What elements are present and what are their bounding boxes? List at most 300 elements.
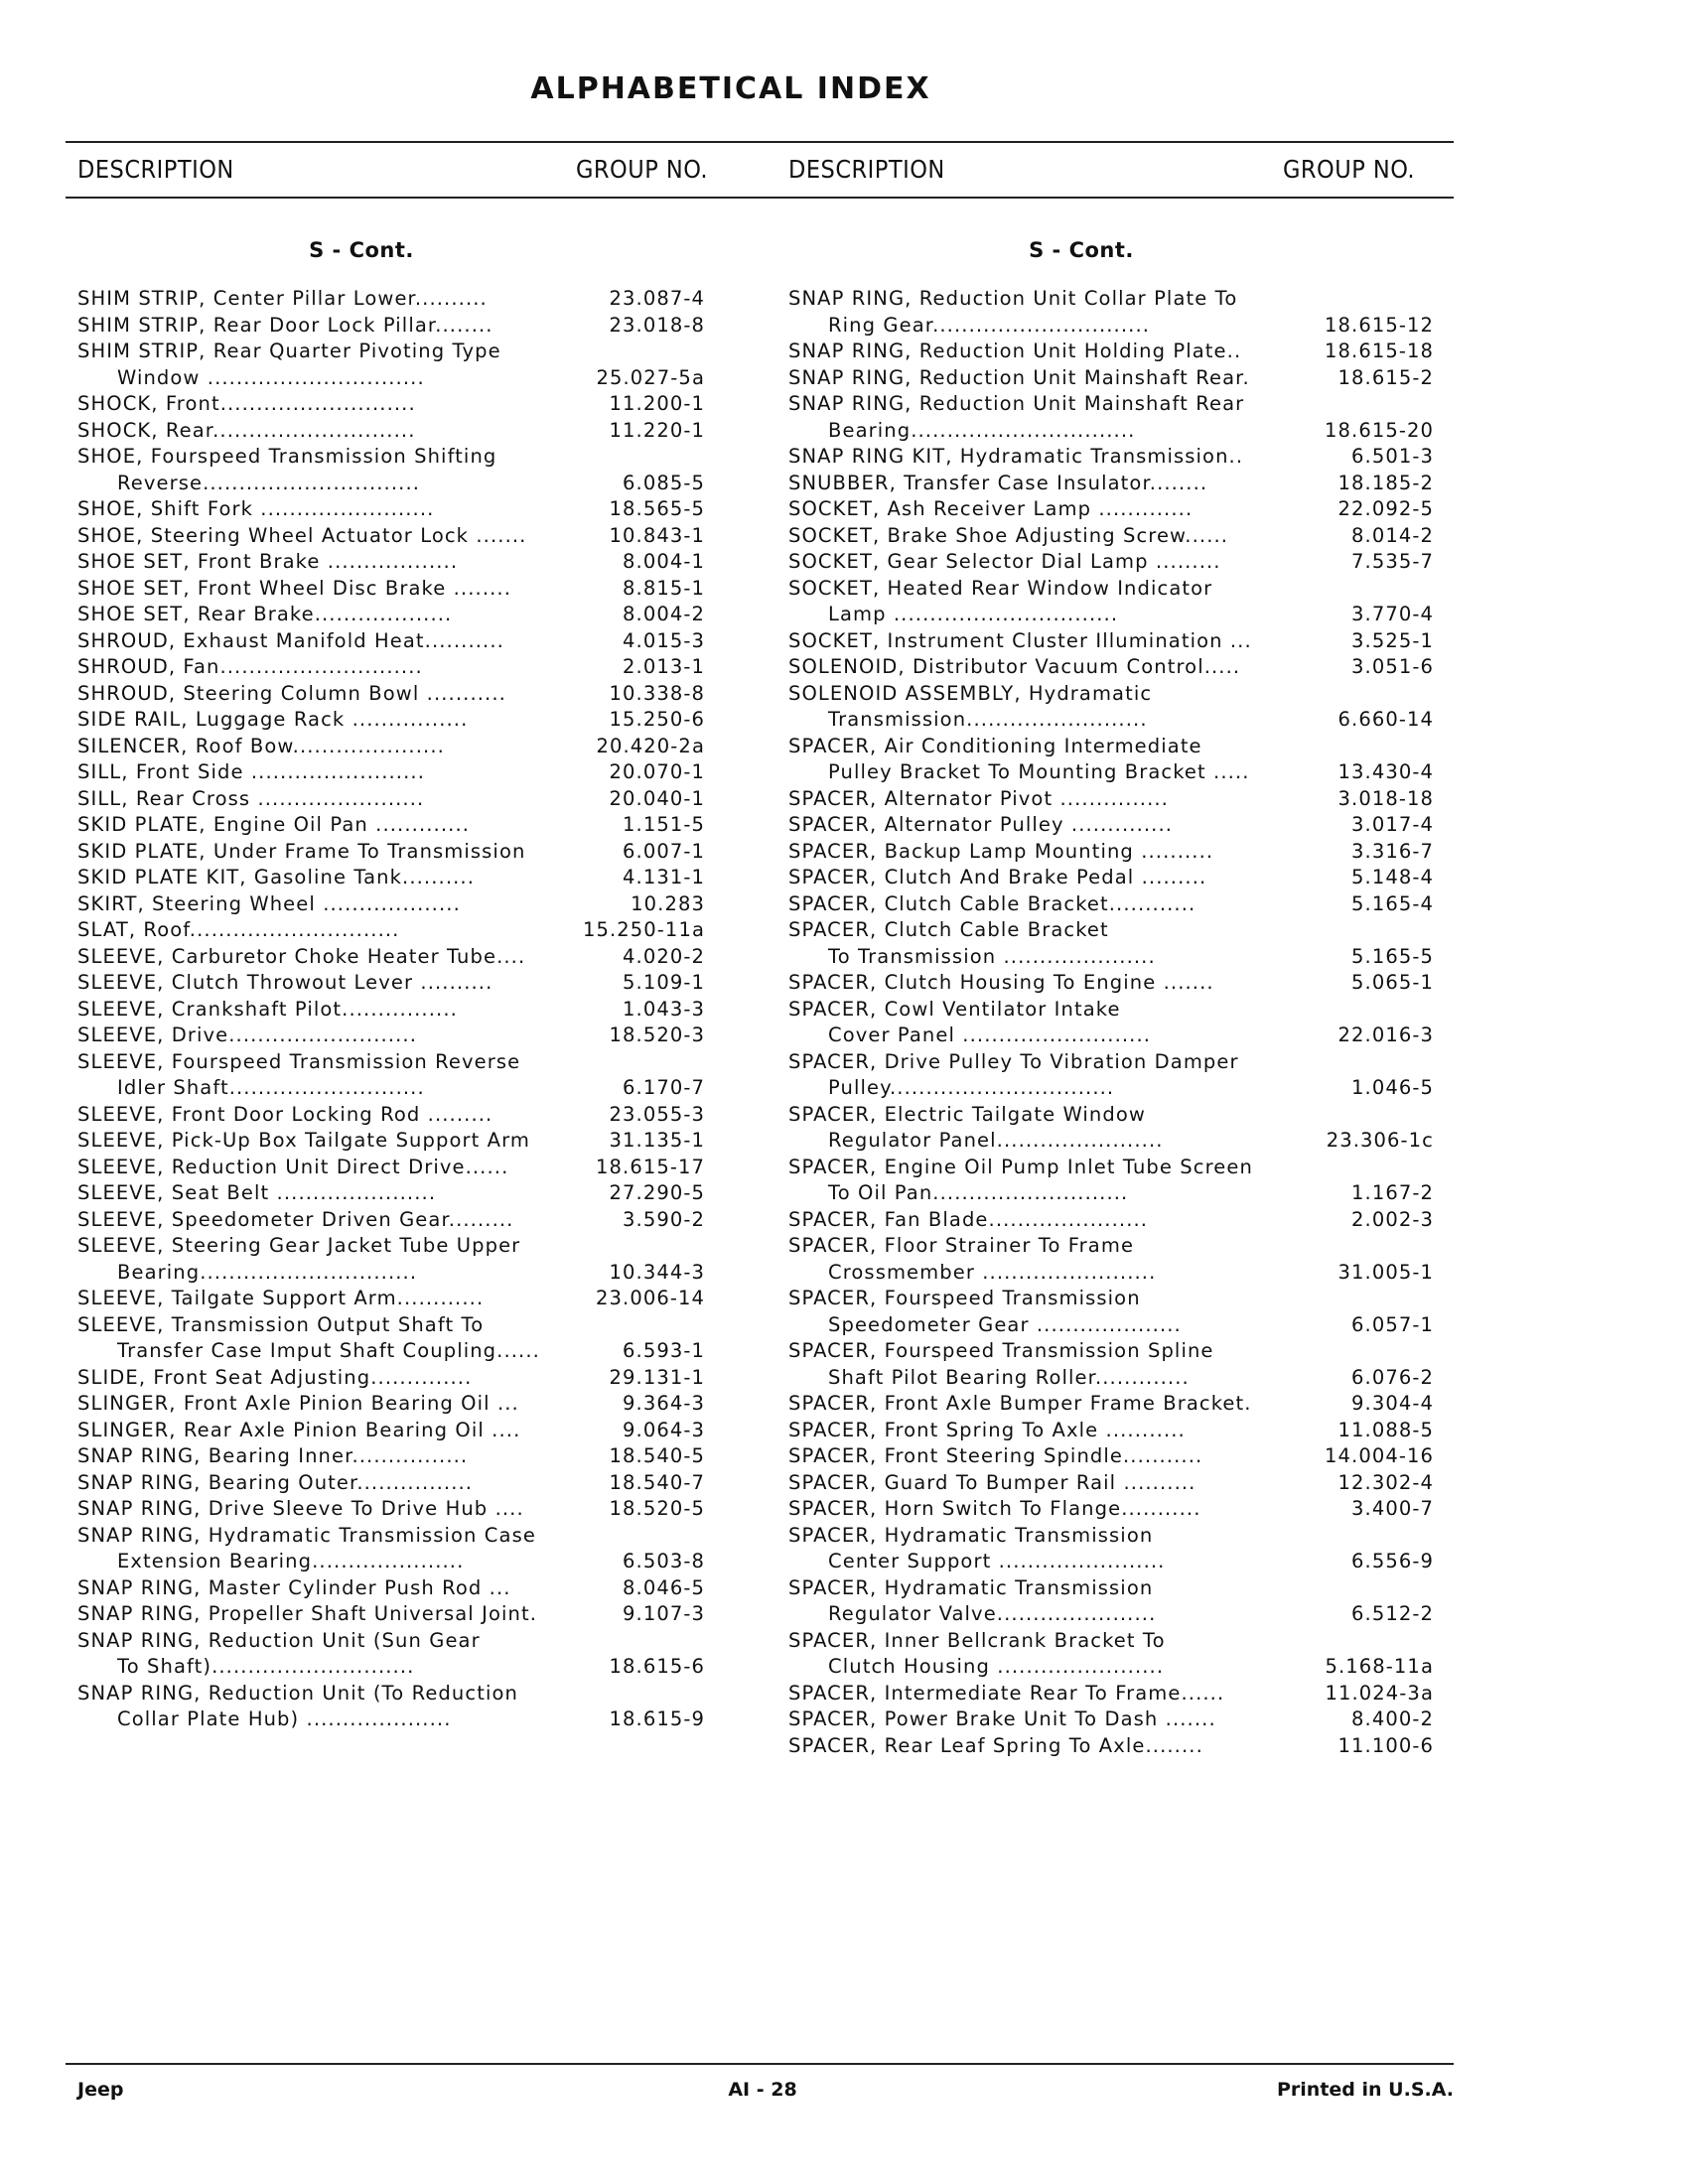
index-entry [77,1549,705,1575]
entry-description: SHOE SET, Rear Brake................... [77,603,453,625]
index-entry [788,1365,1434,1392]
entry-group-number: 18.615-9 [609,1707,705,1730]
index-entry [788,1075,1434,1102]
index-entry [788,1023,1434,1049]
entry-description: To Oil Pan........................... [828,1181,1129,1204]
index-entry [788,1338,1434,1365]
entry-group-number: 23.087-4 [609,287,705,310]
entry-description: SLEEVE, Fourspeed Transmission Reverse [77,1049,521,1073]
section-heading-right: S - Cont. [1029,238,1134,262]
entry-description: SNAP RING, Bearing Outer................ [77,1470,474,1494]
index-entry [77,391,705,418]
index-entry [788,1286,1434,1312]
entry-description: Cover Panel .......................... [828,1024,1152,1046]
entry-description: SOCKET, Gear Selector Dial Lamp ......... [788,550,1221,573]
index-entry [788,944,1434,971]
entry-group-number: 8.815-1 [623,576,705,600]
entry-description: Ring Gear.............................. [828,313,1151,337]
entry-description: Idler Shaft........................... [117,1076,425,1099]
right-index-column [788,230,1434,1759]
entry-description: SPACER, Electric Tailgate Window [788,1102,1146,1126]
entry-group-number: 25.027-5a [596,365,705,389]
index-entry [788,549,1434,576]
entry-description: SNAP RING, Propeller Shaft Universal Joint. [77,1602,537,1625]
entry-group-number: 5.165-5 [1351,944,1434,968]
entry-description: SNAP RING, Reduction Unit Holding Plate.. [788,340,1242,362]
page-number: AI - 28 [728,2079,797,2101]
entry-group-number: 2.013-1 [623,655,705,678]
entry-description: SLEEVE, Crankshaft Pilot................ [77,997,458,1021]
entry-group-number: 18.615-17 [596,1155,705,1178]
entry-group-number: 20.040-1 [609,786,705,810]
entry-description: SOLENOID ASSEMBLY, Hydramatic [788,681,1153,705]
entry-description: SLAT, Roof............................. [77,918,400,941]
index-entry [788,734,1434,760]
index-entry [788,839,1434,866]
entry-group-number: 5.109-1 [623,971,705,994]
entry-description: SPACER, Front Axle Bumper Frame Bracket. [788,1392,1252,1415]
entry-description: Transmission......................... [828,708,1148,731]
entry-description: Clutch Housing ....................... [828,1655,1165,1678]
entry-description: SNAP RING, Bearing Inner................ [77,1444,469,1467]
footer-brand: Jeep [77,2079,124,2101]
index-entry [788,917,1434,944]
index-entry [77,1391,705,1418]
entry-description: Transfer Case Imput Shaft Coupling...... [117,1339,540,1362]
entry-group-number: 11.100-6 [1337,1733,1434,1757]
entry-group-number: 1.043-3 [623,997,705,1021]
entry-description: SILL, Front Side ........................ [77,760,426,783]
entry-group-number: 6.593-1 [623,1339,705,1362]
index-entry [788,1391,1434,1418]
entry-group-number: 2.002-3 [1351,1207,1434,1231]
index-entry [77,970,705,997]
entry-description: SLEEVE, Reduction Unit Direct Drive...... [77,1155,509,1178]
index-entry [77,654,705,681]
entry-description: SPACER, Drive Pulley To Vibration Damper [788,1049,1239,1073]
entry-group-number: 3.316-7 [1351,839,1434,863]
entry-description: SPACER, Engine Oil Pump Inlet Tube Screen [788,1155,1253,1178]
index-entry [77,496,705,523]
entry-description: SKID PLATE, Under Frame To Transmission [77,839,526,863]
entry-group-number: 7.535-7 [1351,550,1434,573]
entry-group-number: 3.525-1 [1351,628,1434,652]
entry-description: SPACER, Air Conditioning Intermediate [788,734,1202,757]
entry-group-number: 4.131-1 [623,866,705,888]
entry-group-number: 1.167-2 [1351,1181,1434,1204]
entry-description: SNAP RING, Reduction Unit Mainshaft Rear. [788,365,1250,389]
entry-description: SHIM STRIP, Rear Door Lock Pillar........ [77,313,493,337]
entry-description: SNUBBER, Transfer Case Insulator........ [788,471,1208,494]
entry-description: SHROUD, Fan............................ [77,655,423,678]
entry-group-number: 9.107-3 [623,1602,705,1625]
header-top-rule [66,141,1454,143]
entry-description: SIDE RAIL, Luggage Rack ................ [77,708,469,731]
entry-description: SNAP RING, Drive Sleeve To Drive Hub .... [77,1497,524,1520]
index-entry [788,1496,1434,1523]
entry-description: SLEEVE, Pick-Up Box Tailgate Support Arm [77,1129,530,1152]
entry-description: SHOCK, Rear............................ [77,418,416,442]
entry-description: Bearing............................... [828,418,1136,442]
entry-description: SPACER, Inner Bellcrank Bracket To [788,1628,1166,1652]
entry-group-number: 11.200-1 [609,392,705,415]
entry-group-number: 6.085-5 [623,471,705,494]
entry-group-number: 1.151-5 [623,813,705,836]
entry-description: SHOE, Fourspeed Transmission Shifting [77,445,497,468]
entry-group-number: 27.290-5 [609,1181,705,1204]
index-entry [788,602,1434,628]
group-header-right: GROUP NO. [1283,155,1416,184]
index-entry [788,496,1434,523]
entry-group-number: 1.046-5 [1351,1076,1434,1099]
footer-rule [66,2063,1454,2065]
index-entry [788,1128,1434,1155]
entry-description: Collar Plate Hub) .................... [117,1707,452,1730]
entry-description: SPACER, Floor Strainer To Frame [788,1234,1135,1257]
index-entry [77,471,705,497]
entry-description: SLIDE, Front Seat Adjusting.............. [77,1365,473,1389]
entry-description: SHOE, Steering Wheel Actuator Lock ....... [77,523,527,547]
entry-group-number: 20.070-1 [609,760,705,783]
entry-group-number: 15.250-6 [609,708,705,731]
index-entry [77,1496,705,1523]
index-entry [77,681,705,708]
entry-group-number: 18.615-2 [1337,365,1434,389]
entry-group-number: 13.430-4 [1337,760,1434,783]
index-entry [77,917,705,944]
index-entry [788,997,1434,1024]
index-entry [788,1628,1434,1655]
entry-group-number: 5.065-1 [1351,971,1434,994]
description-header-left: DESCRIPTION [77,155,234,184]
entry-description: Reverse.............................. [117,471,421,494]
entry-group-number: 11.024-3a [1325,1681,1434,1705]
entry-description: SPACER, Alternator Pulley .............. [788,813,1174,836]
entry-description: SHOE SET, Front Brake .................. [77,550,459,573]
entry-description: SPACER, Guard To Bumper Rail .......... [788,1470,1196,1494]
entry-description: SPACER, Clutch Cable Bracket............ [788,891,1196,915]
entry-group-number: 11.088-5 [1337,1418,1434,1441]
index-entry [788,707,1434,734]
entry-description: SHIM STRIP, Rear Quarter Pivoting Type [77,340,501,362]
entry-group-number: 18.520-5 [609,1497,705,1520]
entry-description: SNAP RING, Hydramatic Transmission Case [77,1523,536,1547]
entry-description: SLEEVE, Clutch Throwout Lever .......... [77,971,493,994]
entry-description: SKID PLATE KIT, Gasoline Tank.......... [77,866,476,888]
entry-description: SPACER, Hydramatic Transmission [788,1575,1154,1599]
left-index-column [77,230,705,1733]
entry-description: SPACER, Front Spring To Axle ........... [788,1418,1186,1441]
entry-group-number: 10.344-3 [609,1260,705,1284]
index-entry [788,1470,1434,1497]
index-entry [77,444,705,471]
index-entry [77,1049,705,1076]
index-entry [788,1549,1434,1575]
section-heading-left: S - Cont. [309,238,414,262]
index-entry [77,313,705,340]
entry-description: Crossmember ........................ [828,1260,1157,1284]
entry-group-number: 14.004-16 [1325,1444,1434,1467]
index-entry [788,523,1434,550]
entry-description: Pulley Bracket To Mounting Bracket ..... [828,760,1250,783]
entry-description: Window .............................. [117,365,425,389]
entry-description: SPACER, Alternator Pivot ............... [788,786,1169,810]
index-entry [788,1233,1434,1260]
index-entry [788,812,1434,839]
entry-description: SPACER, Horn Switch To Flange........... [788,1497,1201,1520]
entry-group-number: 8.014-2 [1351,523,1434,547]
index-entry [77,549,705,576]
entry-description: SPACER, Fourspeed Transmission [788,1287,1141,1309]
entry-group-number: 12.302-4 [1337,1470,1434,1494]
entry-description: Lamp ............................... [828,603,1119,625]
entry-group-number: 18.615-12 [1325,313,1434,337]
entry-group-number: 3.400-7 [1351,1497,1434,1520]
index-entry [788,1418,1434,1444]
index-entry [77,418,705,445]
index-entry [77,1023,705,1049]
index-entry [77,523,705,550]
index-entry [77,1470,705,1497]
index-entry [77,1706,705,1733]
index-entry [788,1601,1434,1628]
entry-description: SPACER, Front Steering Spindle........... [788,1444,1203,1467]
entry-description: SLEEVE, Front Door Locking Rod ......... [77,1102,493,1126]
entry-description: SLEEVE, Drive.......................... [77,1024,417,1046]
entry-description: SLEEVE, Transmission Output Shaft To [77,1312,485,1336]
index-entry [77,1207,705,1234]
index-entry [788,1706,1434,1733]
entry-description: SOLENOID, Distributor Vacuum Control..... [788,655,1241,678]
entry-description: Shaft Pilot Bearing Roller............. [828,1365,1190,1389]
entry-description: SKID PLATE, Engine Oil Pan ............. [77,813,471,836]
entry-description: SPACER, Fan Blade...................... [788,1207,1149,1231]
page-title: ALPHABETICAL INDEX [530,71,931,106]
entry-description: SLINGER, Front Axle Pinion Bearing Oil ... [77,1392,519,1415]
entry-group-number: 6.007-1 [623,839,705,863]
group-header-left: GROUP NO. [576,155,709,184]
index-entry [77,628,705,655]
entry-group-number: 9.064-3 [623,1418,705,1441]
entry-group-number: 18.540-5 [609,1444,705,1467]
entry-description: SHIM STRIP, Center Pillar Lower.......... [77,287,488,310]
entry-description: SOCKET, Brake Shoe Adjusting Screw...... [788,523,1229,547]
entry-description: SPACER, Rear Leaf Spring To Axle........ [788,1733,1203,1757]
index-entry [77,1233,705,1260]
entry-description: SPACER, Cowl Ventilator Intake [788,997,1121,1021]
index-entry [788,759,1434,786]
index-entry [788,628,1434,655]
entry-description: SOCKET, Instrument Cluster Illumination ... [788,628,1252,652]
entry-group-number: 6.057-1 [1351,1312,1434,1336]
index-entry [77,339,705,365]
entry-description: SPACER, Clutch Cable Bracket [788,918,1109,941]
entry-description: Regulator Panel....................... [828,1129,1164,1152]
entry-group-number: 6.503-8 [623,1550,705,1572]
entry-description: Speedometer Gear .................... [828,1312,1182,1336]
entry-group-number: 31.005-1 [1337,1260,1434,1284]
entry-description: SPACER, Hydramatic Transmission [788,1523,1154,1547]
entry-group-number: 3.051-6 [1351,655,1434,678]
footer-printed: Printed in U.S.A. [1277,2079,1454,2101]
entry-group-number: 18.185-2 [1337,471,1434,494]
index-entry [77,1681,705,1707]
index-entry [788,1260,1434,1287]
index-entry [77,1654,705,1681]
index-entry [77,602,705,628]
entry-description: SPACER, Backup Lamp Mounting .......... [788,839,1214,863]
entry-group-number: 23.306-1c [1326,1129,1434,1152]
entry-group-number: 8.004-2 [623,603,705,625]
entry-group-number: 23.018-8 [609,313,705,337]
entry-group-number: 5.168-11a [1325,1655,1434,1678]
entry-group-number: 18.615-6 [609,1655,705,1678]
index-entry [77,944,705,971]
entry-description: SPACER, Intermediate Rear To Frame...... [788,1681,1225,1705]
index-entry [77,1365,705,1392]
entry-description: SILENCER, Roof Bow..................... [77,734,445,757]
entry-description: To Transmission ..................... [828,944,1156,968]
entry-group-number: 9.364-3 [623,1392,705,1415]
index-entry [77,734,705,760]
entry-group-number: 4.020-2 [623,944,705,968]
index-entry [788,681,1434,708]
entry-description: Center Support ....................... [828,1550,1166,1572]
index-entry [788,891,1434,918]
entry-description: Pulley............................... [828,1076,1115,1099]
index-entry [77,1338,705,1365]
entry-description: SOCKET, Heated Rear Window Indicator [788,576,1213,600]
index-entry [788,786,1434,813]
index-entry [788,654,1434,681]
index-entry [77,1312,705,1339]
index-entry [788,1681,1434,1707]
index-entry [788,576,1434,603]
index-entry [77,1286,705,1312]
entry-description: SKIRT, Steering Wheel ................... [77,891,461,915]
entry-description: SNAP RING, Reduction Unit Collar Plate To [788,287,1238,310]
index-entry [788,1575,1434,1602]
index-entry [77,1601,705,1628]
index-entry [788,1180,1434,1207]
entry-description: SLEEVE, Carburetor Choke Heater Tube.... [77,944,526,968]
entry-group-number: 5.148-4 [1351,866,1434,888]
index-entry [788,865,1434,891]
entry-group-number: 6.170-7 [623,1076,705,1099]
index-entry [788,286,1434,313]
index-entry [788,444,1434,471]
index-entry [77,812,705,839]
entry-group-number: 23.055-3 [609,1102,705,1126]
entry-group-number: 3.017-4 [1351,813,1434,836]
index-entry [77,1128,705,1155]
index-entry [77,1575,705,1602]
index-entry [77,839,705,866]
entry-group-number: 11.220-1 [609,418,705,442]
entry-group-number: 18.615-18 [1325,340,1434,362]
entry-description: SPACER, Fourspeed Transmission Spline [788,1339,1214,1362]
entry-description: SILL, Rear Cross ....................... [77,786,425,810]
entry-group-number: 6.076-2 [1351,1365,1434,1389]
entry-group-number: 3.590-2 [623,1207,705,1231]
index-entry [77,1628,705,1655]
entry-description: Extension Bearing..................... [117,1550,465,1572]
index-entry [788,365,1434,392]
entry-description: SPACER, Clutch And Brake Pedal ......... [788,866,1207,888]
index-entry [788,1443,1434,1470]
index-entry [77,1155,705,1181]
entry-description: SLEEVE, Steering Gear Jacket Tube Upper [77,1234,521,1257]
description-header-right: DESCRIPTION [788,155,945,184]
index-entry [788,970,1434,997]
entry-group-number: 18.565-5 [609,497,705,520]
entry-group-number: 31.135-1 [609,1129,705,1152]
index-entry [788,1155,1434,1181]
index-entry [788,313,1434,340]
entry-group-number: 22.016-3 [1337,1024,1434,1046]
entry-group-number: 6.501-3 [1351,445,1434,468]
entry-description: SNAP RING, Reduction Unit (Sun Gear [77,1628,481,1652]
index-entry [77,865,705,891]
index-entry [77,707,705,734]
index-entry [788,1523,1434,1550]
entry-description: SLINGER, Rear Axle Pinion Bearing Oil .... [77,1418,521,1441]
index-entry [788,1312,1434,1339]
index-entry [77,286,705,313]
entry-description: SNAP RING, Master Cylinder Push Rod ... [77,1575,511,1599]
entry-description: Regulator Valve...................... [828,1602,1157,1625]
entry-description: SPACER, Clutch Housing To Engine ....... [788,971,1214,994]
entry-description: SHOE, Shift Fork ........................ [77,497,435,520]
entry-group-number: 10.338-8 [609,681,705,705]
entry-group-number: 18.615-20 [1325,418,1434,442]
index-entry [77,1102,705,1129]
entry-group-number: 10.843-1 [609,523,705,547]
index-entry [77,1180,705,1207]
entry-group-number: 8.004-1 [623,550,705,573]
index-entry [788,1654,1434,1681]
index-entry [77,1443,705,1470]
entry-group-number: 18.520-3 [609,1024,705,1046]
entry-description: SPACER, Power Brake Unit To Dash ....... [788,1707,1216,1730]
entry-description: SLEEVE, Speedometer Driven Gear......... [77,1207,514,1231]
entry-description: To Shaft)............................ [117,1655,415,1678]
entry-group-number: 5.165-4 [1351,891,1434,915]
entry-group-number: 23.006-14 [596,1287,705,1309]
index-entry [77,1075,705,1102]
index-entry [77,997,705,1024]
index-entry [77,1418,705,1444]
index-entry [788,1207,1434,1234]
index-entry [788,1733,1434,1760]
entry-description: SHROUD, Exhaust Manifold Heat........... [77,628,504,652]
entry-group-number: 6.556-9 [1351,1550,1434,1572]
entry-group-number: 22.092-5 [1337,497,1434,520]
index-entry [77,786,705,813]
entry-group-number: 20.420-2a [596,734,705,757]
entry-group-number: 4.015-3 [623,628,705,652]
entry-group-number: 29.131-1 [609,1365,705,1389]
entry-description: SNAP RING, Reduction Unit Mainshaft Rear [788,392,1245,415]
entry-group-number: 10.283 [631,891,705,915]
entry-group-number: 9.304-4 [1351,1392,1434,1415]
entry-group-number: 18.540-7 [609,1470,705,1494]
entry-group-number: 8.400-2 [1351,1707,1434,1730]
entry-group-number: 3.018-18 [1337,786,1434,810]
index-entry [77,1523,705,1550]
index-entry [77,759,705,786]
entry-description: SOCKET, Ash Receiver Lamp ............. [788,497,1194,520]
